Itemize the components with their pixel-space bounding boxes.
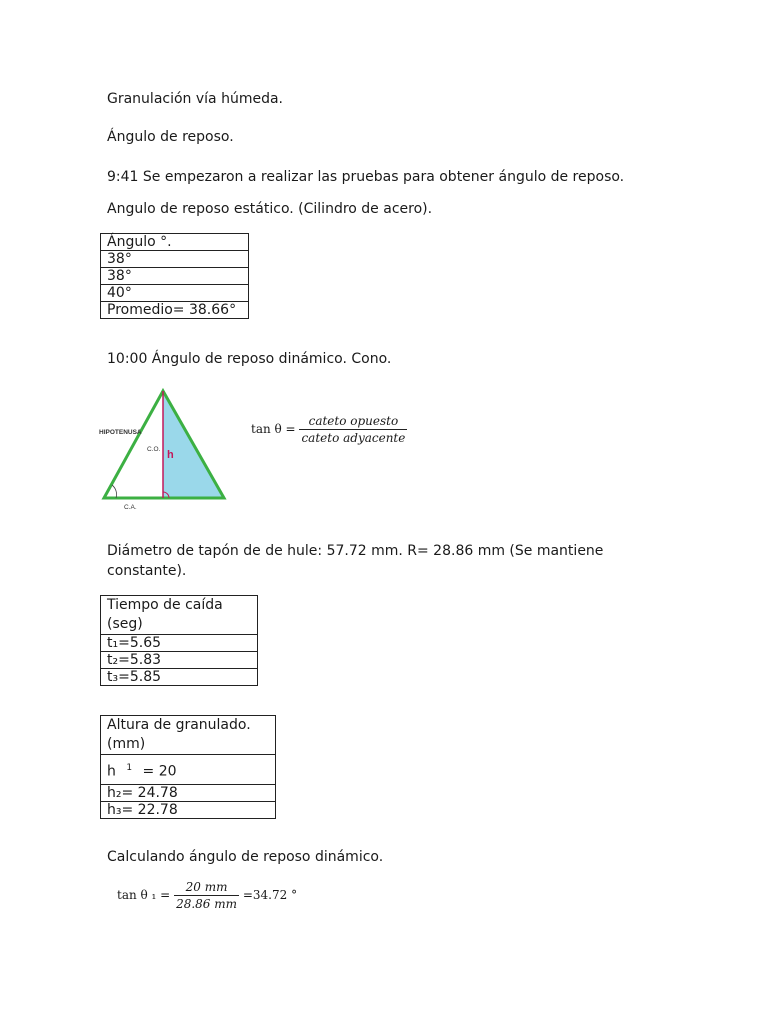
table-cell: Promedio= 38.66° xyxy=(101,302,249,319)
table-cell: Ángulo °. xyxy=(101,234,249,251)
formula-lhs: tan θ ₁ = xyxy=(117,888,171,902)
table-cell: t₁=5.65 xyxy=(101,635,258,652)
table-cell: h₃= 22.78 xyxy=(101,802,276,819)
doc-line-dynamic: 10:00 Ángulo de reposo dinámico. Cono. xyxy=(107,351,392,367)
doc-line-note: 9:41 Se empezaron a realizar las pruebas para obtener ángulo de reposo. xyxy=(107,169,625,185)
formula-fraction xyxy=(299,414,407,445)
doc-line-diameter: Diámetro de tapón de de hule: 57.72 mm. R= 28.86 mm (Se mantiene xyxy=(107,543,604,559)
table-row xyxy=(101,716,276,755)
opposite-label: C.O. xyxy=(147,446,161,453)
height-label: h xyxy=(167,449,174,461)
header-line: (mm) xyxy=(107,736,146,752)
height-symbol: h xyxy=(107,763,116,780)
formula-numerator: cateto opuesto xyxy=(299,414,407,430)
table-header-cell xyxy=(101,716,276,755)
header-line: Altura de granulado. xyxy=(107,717,251,733)
tangent-formula xyxy=(251,414,407,445)
table-row xyxy=(101,302,249,319)
table-cell: 38° xyxy=(101,251,249,268)
doc-line-section: Ángulo de reposo. xyxy=(107,129,234,145)
formula-result: =34.72 ° xyxy=(242,888,298,902)
hypotenuse-label: HIPOTENUSA xyxy=(99,429,142,436)
table-row xyxy=(101,268,249,285)
doc-line-title: Granulación vía húmeda. xyxy=(107,91,283,107)
doc-line-calc: Calculando ángulo de reposo dinámico. xyxy=(107,849,384,865)
table-row xyxy=(101,669,258,686)
doc-line-static: Angulo de reposo estático. (Cilindro de acero). xyxy=(107,201,433,217)
table-cell: 38° xyxy=(101,268,249,285)
table-row xyxy=(101,785,276,802)
header-line: (seg) xyxy=(107,616,143,632)
table-row xyxy=(101,635,258,652)
height-subscript: 1 xyxy=(126,762,133,773)
table-cell: t₃=5.85 xyxy=(101,669,258,686)
formula-denominator: 28.86 mm xyxy=(176,897,238,911)
table-row xyxy=(101,285,249,302)
height-value: = 20 xyxy=(142,763,177,780)
table-cell xyxy=(101,755,276,785)
cone-triangle-diagram xyxy=(96,385,236,515)
table-cell: t₂=5.83 xyxy=(101,652,258,669)
formula-denominator: cateto adyacente xyxy=(301,431,406,445)
adjacent-label: C.A. xyxy=(124,504,137,511)
table-row xyxy=(101,652,258,669)
table-row xyxy=(101,802,276,819)
fall-time-table xyxy=(100,595,258,686)
table-header-cell xyxy=(101,596,258,635)
calc-formula xyxy=(117,880,297,911)
header-line: Tiempo de caída xyxy=(107,597,223,613)
granulate-height-table xyxy=(100,715,276,819)
table-cell: h₂= 24.78 xyxy=(101,785,276,802)
formula-fraction xyxy=(174,880,239,911)
table-cell: 40° xyxy=(101,285,249,302)
table-row xyxy=(101,755,276,785)
formula-lhs: tan θ = xyxy=(251,422,296,436)
table-row xyxy=(101,596,258,635)
table-row xyxy=(101,251,249,268)
doc-line-diameter-cont: constante). xyxy=(107,563,187,579)
angle-arc xyxy=(112,485,117,498)
table-row xyxy=(101,234,249,251)
static-angle-table xyxy=(100,233,249,319)
formula-numerator: 20 mm xyxy=(174,880,239,896)
